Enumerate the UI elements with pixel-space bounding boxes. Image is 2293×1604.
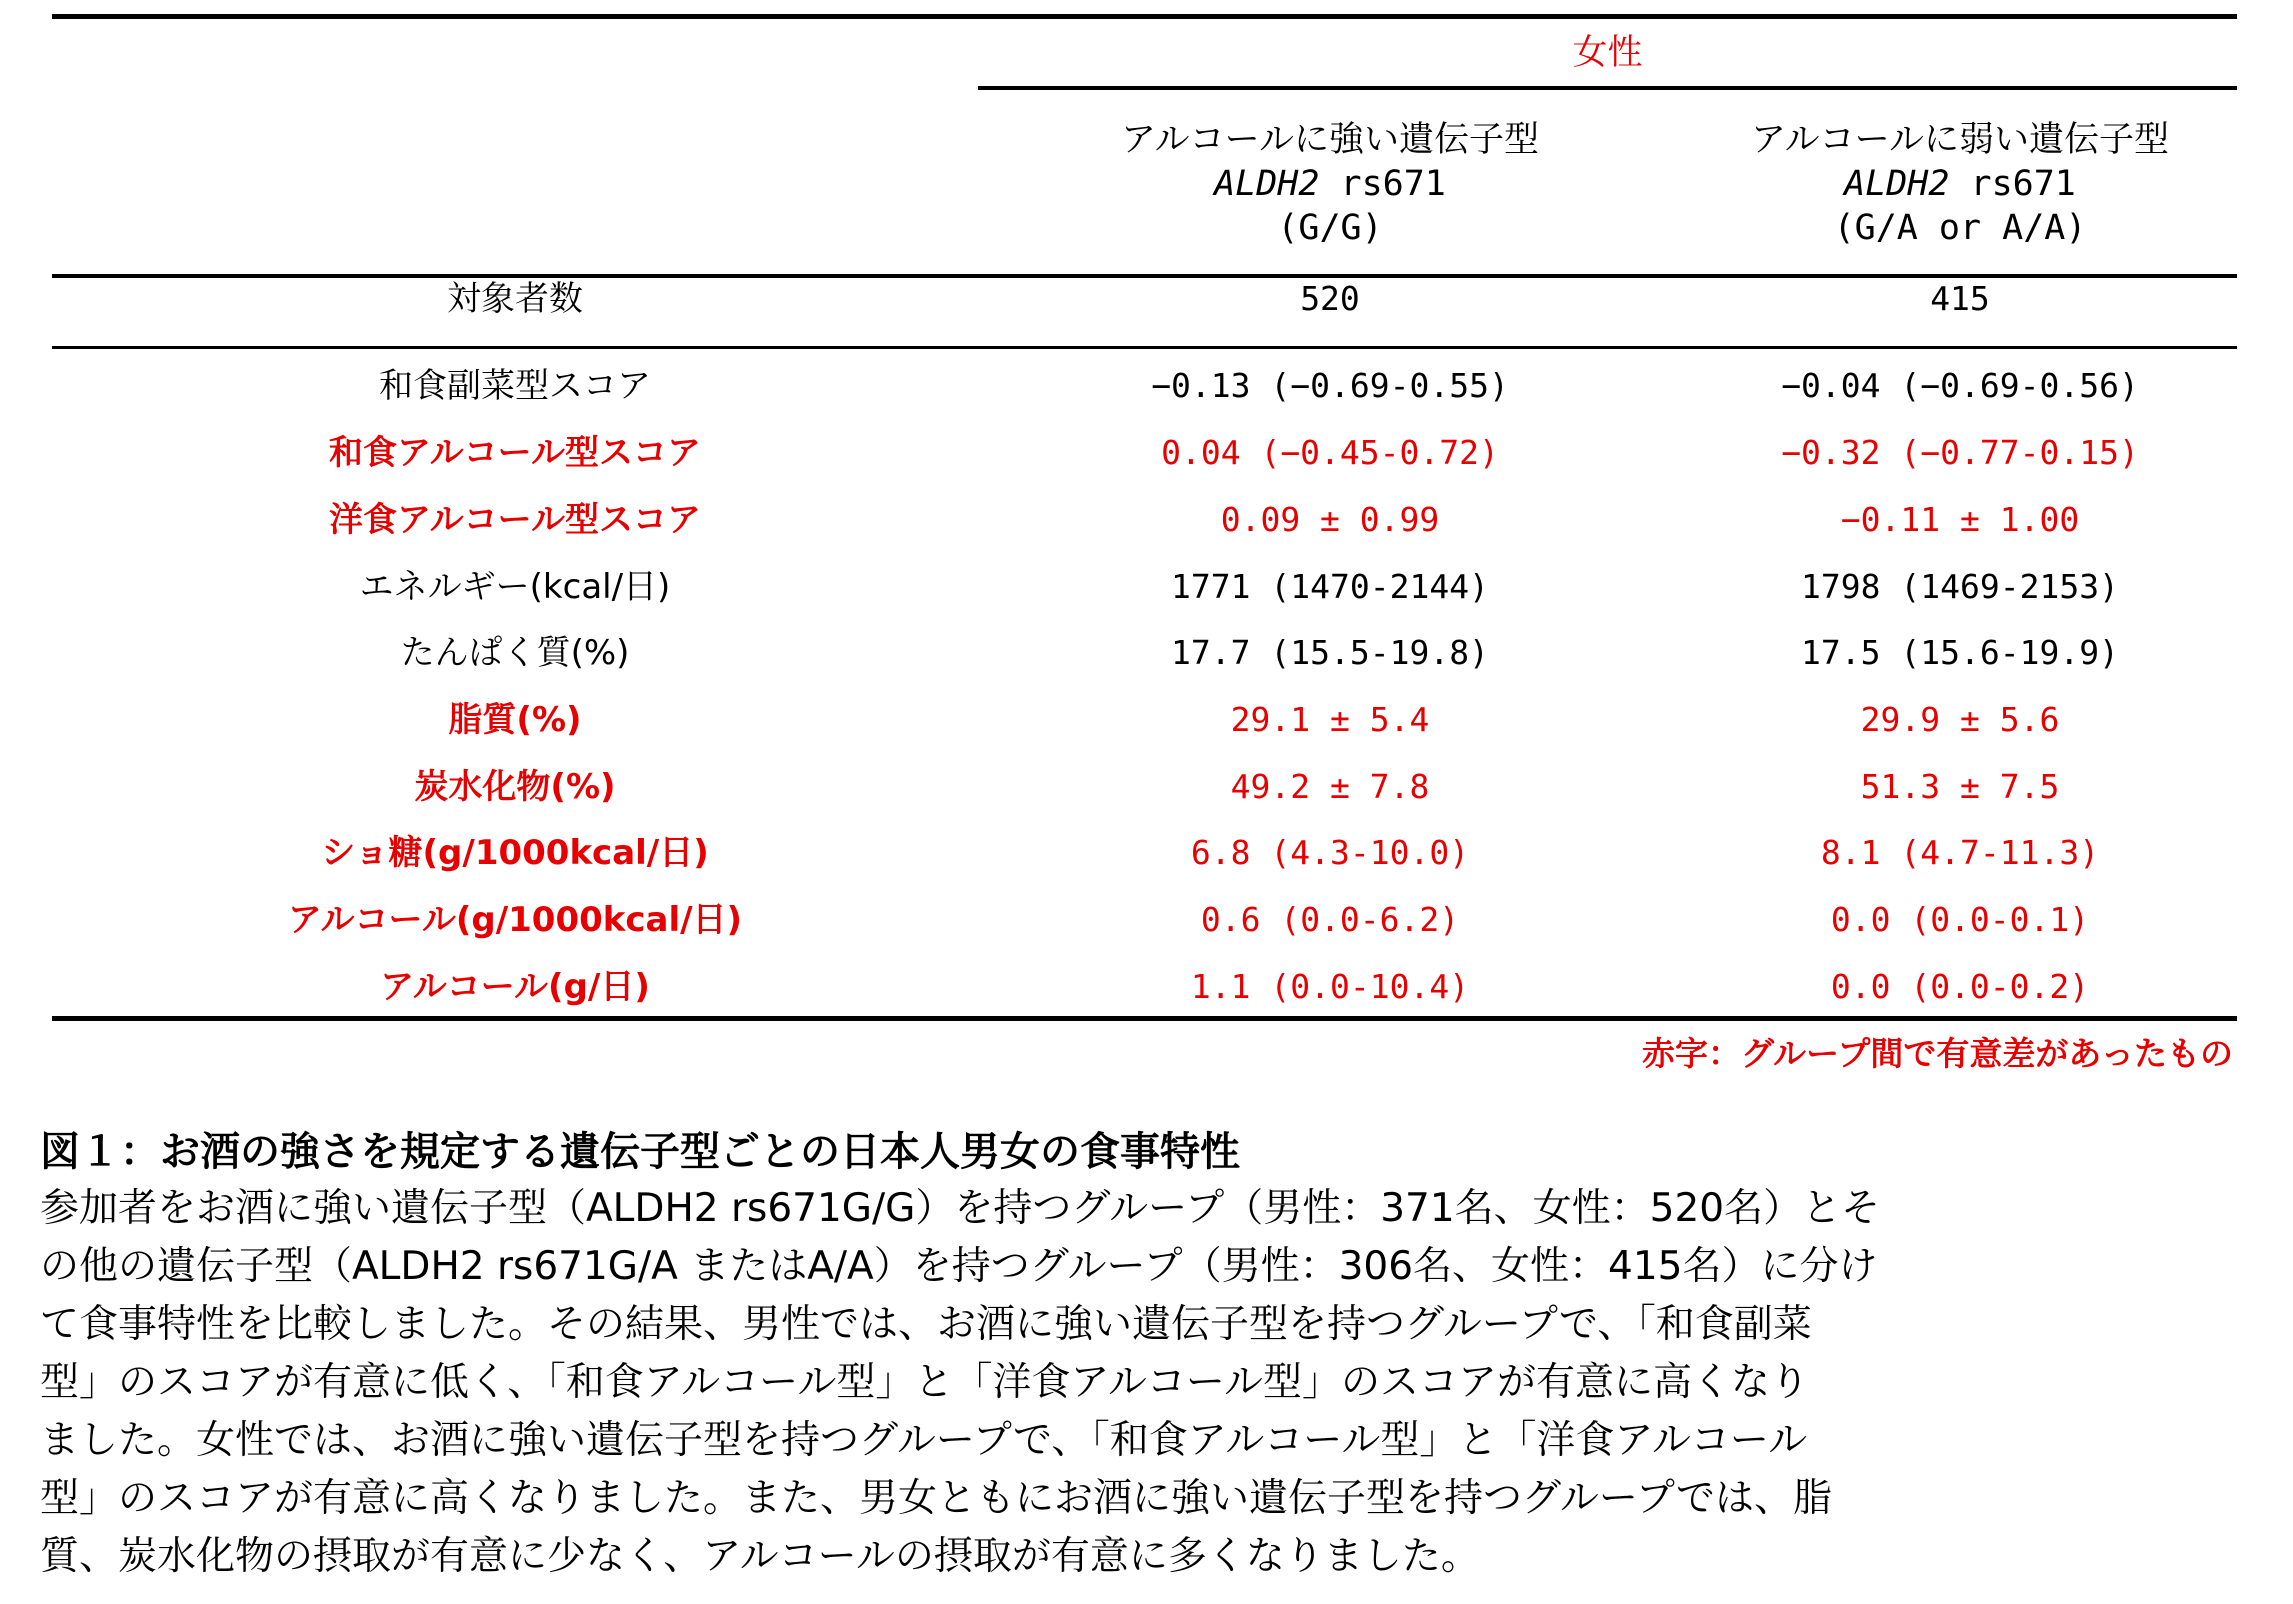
caption-line: 質、炭水化物の摂取が有意に少なく、アルコールの摂取が有意に多くなりました。 — [40, 1534, 1480, 1579]
cell-strong-genotype: 1771 (1470-2144) — [1171, 567, 1489, 606]
caption-line: の他の遺伝子型（ALDH2 rs671G/A またはA/A）を持つグループ（男性：306名、女性：415名）に分け — [40, 1244, 1878, 1289]
caption-title: 図１：お酒の強さを規定する遺伝子型ごとの日本人男女の食事特性 — [40, 1129, 1240, 1175]
caption-body — [40, 1180, 2270, 1586]
row-label: エネルギー(kcal/日) — [359, 567, 671, 607]
column-header-strong-title: アルコールに強い遺伝子型 — [1121, 120, 1539, 160]
cell-weak-genotype: 0.0 (0.0-0.1) — [1830, 900, 2090, 939]
cell-weak-genotype: 29.9 ± 5.6 — [1860, 700, 2060, 739]
row-label: 脂質(%) — [448, 700, 582, 740]
caption-line: ました。女性では、お酒に強い遺伝子型を持つグループで、「和食アルコール型」と「洋食アルコール — [40, 1418, 1808, 1463]
cell-strong-genotype: 29.1 ± 5.4 — [1230, 700, 1430, 739]
cell-weak-genotype: 0.0 (0.0-0.2) — [1830, 967, 2090, 1006]
row-label: アルコール(g/日) — [380, 967, 650, 1007]
row-label: 和食アルコール型スコア — [329, 433, 701, 473]
group-header-female: 女性 — [1572, 33, 1643, 73]
row-label: 対象者数 — [447, 279, 583, 319]
count-row-rule — [52, 346, 2237, 349]
cell-strong-genotype: 0.6 (0.0-6.2) — [1200, 900, 1460, 939]
table-bottom-rule — [52, 1016, 2237, 1021]
cell-weak-genotype: 8.1 (4.7-11.3) — [1820, 833, 2100, 872]
cell-weak-genotype: 1798 (1469-2153) — [1801, 567, 2119, 606]
cell-weak-genotype: −0.11 ± 1.00 — [1840, 500, 2080, 539]
group-header-rule — [978, 86, 2237, 90]
cell-strong-genotype: −0.13 (−0.69-0.55) — [1151, 366, 1509, 405]
significance-legend: 赤字：グループ間で有意差があったもの — [1641, 1034, 2233, 1073]
column-header-weak-genotype: (G/A or A/A) — [1833, 208, 2087, 248]
column-header-weak-title: アルコールに弱い遺伝子型 — [1751, 120, 2169, 160]
cell-strong-genotype: 17.7 (15.5-19.8) — [1171, 633, 1489, 672]
column-header-weak-gene: ALDH2 rs671 — [1844, 164, 2076, 204]
cell-weak-genotype: 415 — [1930, 279, 1990, 318]
row-label: 炭水化物(%) — [414, 767, 616, 807]
caption-line: 型」のスコアが有意に高くなりました。また、男女ともにお酒に強い遺伝子型を持つグループでは、脂 — [40, 1476, 1833, 1521]
row-label: 洋食アルコール型スコア — [329, 500, 701, 540]
column-header-strong — [1010, 118, 1650, 250]
cell-strong-genotype: 1.1 (0.0-10.4) — [1190, 967, 1470, 1006]
caption-line: 参加者をお酒に強い遺伝子型（ALDH2 rs671G/G）を持つグループ（男性：371名、女性：520名）とそ — [40, 1186, 1881, 1231]
cell-strong-genotype: 520 — [1300, 279, 1360, 318]
cell-weak-genotype: −0.32 (−0.77-0.15) — [1781, 433, 2139, 472]
row-label: ショ糖(g/1000kcal/日) — [321, 833, 709, 873]
column-header-rule — [52, 274, 2237, 278]
cell-strong-genotype: 49.2 ± 7.8 — [1230, 767, 1430, 806]
caption-line: 型」のスコアが有意に低く、「和食アルコール型」と「洋食アルコール型」のスコアが有意に高くなり — [40, 1360, 1810, 1405]
row-label: 和食副菜型スコア — [379, 366, 651, 406]
row-label: アルコール(g/1000kcal/日) — [287, 900, 743, 940]
column-header-weak — [1640, 118, 2280, 250]
column-header-strong-genotype: (G/G) — [1277, 208, 1383, 248]
cell-weak-genotype: 51.3 ± 7.5 — [1860, 767, 2060, 806]
cell-weak-genotype: −0.04 (−0.69-0.56) — [1781, 366, 2139, 405]
row-label: たんぱく質(%) — [400, 633, 630, 673]
cell-weak-genotype: 17.5 (15.6-19.9) — [1801, 633, 2119, 672]
caption-line: て食事特性を比較しました。その結果、男性では、お酒に強い遺伝子型を持つグループで、「和食副菜 — [40, 1302, 1812, 1347]
cell-strong-genotype: 6.8 (4.3-10.0) — [1190, 833, 1470, 872]
table-top-rule — [52, 14, 2237, 19]
column-header-strong-gene: ALDH2 rs671 — [1214, 164, 1446, 204]
cell-strong-genotype: 0.04 (−0.45-0.72) — [1161, 433, 1499, 472]
cell-strong-genotype: 0.09 ± 0.99 — [1220, 500, 1440, 539]
